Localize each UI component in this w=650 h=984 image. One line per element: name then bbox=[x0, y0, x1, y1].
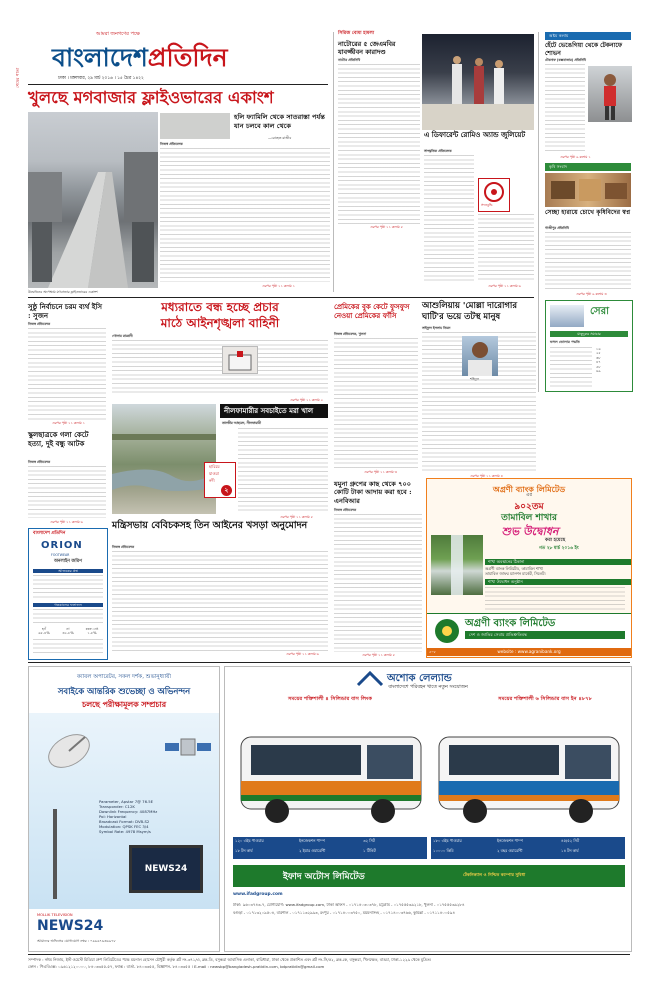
crop-heading: ফসল তোলার পদ্ধতি bbox=[550, 340, 580, 344]
jamuna-byline: নিজস্ব প্রতিবেদক bbox=[334, 508, 357, 512]
throat-byline: নিজস্ব প্রতিবেদক bbox=[28, 460, 51, 464]
agrani-line2: এর bbox=[526, 493, 532, 498]
orion-footnote bbox=[33, 639, 103, 655]
ifad-contact-2: বগুড়া - ০১৭১৩২০৯৫০৪, বরিশাল - ০১৭১১৩২৯৯৩, রংপুর - ০১৭১৪০০৩৭৫০, ময়মনসিংহ - ০১৭১৪০০৩৭৬৬, কুমিল্লা - ০১৭১১৪০০৫৯৪ bbox=[233, 911, 455, 915]
feature: ১৮ টন কার্ব bbox=[235, 848, 253, 853]
masthead-logo bbox=[52, 38, 302, 72]
news24-tagline: ক্যাবল অপারেটর, সকল দর্শক, শুভানুধ্যায়ী bbox=[77, 674, 171, 680]
campaign-headline-2: মাঠে আইনশৃঙ্খলা বাহিনী bbox=[160, 316, 280, 330]
col-rule-2 bbox=[538, 32, 539, 392]
news24-bottom-logo: NEWS24 bbox=[37, 918, 104, 934]
tech-spec-list bbox=[99, 799, 209, 834]
campaign-byline: গোলাম রাব্বানী bbox=[112, 334, 133, 338]
jamuna-body bbox=[334, 514, 422, 652]
sera-number: ৪৭ bbox=[596, 360, 601, 365]
orion-question bbox=[33, 575, 103, 599]
agrani-address: অগ্রণী ব্যাংক লিমিটেড, তামাবিল শাখা bbox=[485, 566, 543, 571]
campaign-continued: এরপর পৃষ্ঠা ১১ কলাম ২ bbox=[290, 398, 323, 402]
tech-spec: Parameter, Apstar 7@ 76.5E bbox=[99, 799, 154, 804]
theatre-logo bbox=[478, 178, 510, 212]
orion-sub: FOOTWEAR bbox=[51, 553, 70, 557]
ashok-logo-icon bbox=[355, 671, 385, 687]
nilphamari-headline: নীলফামারীর সবচাইতে মরা খাল bbox=[224, 406, 314, 415]
logo-bangladesh: বাংলাদেশ bbox=[52, 43, 148, 72]
ballot-box-photo bbox=[222, 346, 258, 374]
logo-pratidin: প্রতিদিন bbox=[147, 43, 228, 72]
col-rule-1 bbox=[333, 32, 334, 292]
satellite-dish-icon bbox=[39, 721, 99, 781]
lead-body bbox=[160, 148, 330, 282]
orion-yes-label: হ্যাঁ bbox=[42, 627, 46, 631]
sera-number: ৫৮ bbox=[596, 364, 601, 369]
dateline: ঢাকা । মঙ্গলবার, ২৯ মার্চ ২০১৬ । ১৫ চৈত্র ১৪২২ bbox=[58, 76, 144, 81]
lead-credit: —রোহেত রাজীব bbox=[268, 136, 292, 140]
right-headline: হেঁটে ভেঙেগিয়া থেকে টেকনাফে শোভন bbox=[545, 42, 623, 57]
news24-ad bbox=[28, 666, 220, 952]
krishi-tab bbox=[545, 163, 631, 171]
feature: ১৮০ এইচ পাওয়ার bbox=[433, 838, 462, 843]
lead-byline: নিজস্ব প্রতিবেদক bbox=[160, 142, 183, 146]
tech-spec: Symbol Rate: 4978 Msym/s bbox=[99, 829, 151, 834]
lead-deck: হলি ফ্যামিলি থেকে সাতরাস্তা পর্যন্ত যান চলবে কাল থেকে bbox=[234, 113, 325, 130]
feature: ইনজেকশন পাম্প bbox=[497, 838, 523, 843]
orion-result-nc bbox=[81, 627, 103, 636]
nator-headline: নাটোরের ৫ জেএমবির যাবজ্জীবন কারাদণ্ড bbox=[338, 40, 396, 56]
canal-sign bbox=[204, 462, 236, 498]
ifad-company-bar bbox=[233, 865, 625, 887]
right-tab-label: অষ্টম কলাম bbox=[549, 32, 569, 38]
portrait-drawing bbox=[462, 336, 498, 376]
nilphamari-body bbox=[238, 428, 328, 512]
nator-continued: এরপর পৃষ্ঠা ১১ কলাম ৫ bbox=[370, 225, 403, 229]
agrani-band-text bbox=[485, 587, 625, 611]
agrani-footer bbox=[427, 613, 631, 648]
theatre-continued: এরপর পৃষ্ঠা ১১ কলাম ৬ bbox=[488, 284, 521, 288]
theatre-headline: এ ডিফারেন্ট রোমিও অ্যান্ড জুলিয়েট bbox=[424, 130, 536, 139]
feature: ৪৫/৫২ সিট bbox=[561, 838, 580, 843]
sign-line-3: নদী bbox=[209, 478, 215, 483]
feature: ১ টিকিট bbox=[363, 848, 376, 853]
nilphamari-headline-bar bbox=[220, 404, 328, 418]
theatre-logo-caption: সদনবুদ্ধি bbox=[481, 203, 493, 207]
sadanbuddhi-logo-icon bbox=[480, 181, 508, 203]
krishi-drawing bbox=[545, 173, 631, 207]
jamuna-continued: এরপর পৃষ্ঠা ১১ কলাম ৫ bbox=[362, 653, 395, 657]
waterfall-drawing bbox=[431, 535, 483, 595]
preme-headline: প্রেমিকের বুক কেটে ফুসফুস নেওয়া প্রেমিকের ফাঁসি bbox=[334, 302, 410, 320]
bus1-label: সময়ের শক্তিশালী ৪ সিলিন্ডার বাস লিংক bbox=[287, 696, 372, 702]
mollah-headline: আশুলিয়ায় 'মোল্লা দারোগার ঘাটি'র ভয়ে তটস্থ মানুষ bbox=[422, 300, 517, 321]
right-body bbox=[545, 64, 585, 154]
theatre-body-2 bbox=[478, 214, 534, 282]
agrani-address-2: তামাবিল জাফর ম্যানশন মার্কেট, সিলেট। bbox=[485, 571, 546, 576]
feature: ১০০০০ কিমি bbox=[433, 848, 454, 853]
news24-headline: সবাইকে আন্তরিক শুভেচ্ছা ও অভিনন্দন bbox=[57, 686, 191, 696]
orion-no-label: না bbox=[66, 627, 70, 631]
orion-brand: বাংলাদেশ প্রতিদিন bbox=[33, 531, 66, 536]
imprint-rule bbox=[28, 954, 630, 955]
feature: ইনজেকশন পাম্প bbox=[299, 838, 325, 843]
agrani-code: ৫০৮ bbox=[429, 650, 437, 654]
campaign-body bbox=[112, 340, 328, 396]
ballot-box-icon bbox=[223, 347, 257, 373]
agrani-green-banner: শাখা অবস্থানের ঠিকানা bbox=[485, 559, 631, 565]
sera-number: ২৫ bbox=[596, 351, 601, 356]
sign-line-2: যাওয়া bbox=[209, 471, 219, 476]
news24-blue-area bbox=[29, 713, 219, 909]
row-rule-2 bbox=[28, 662, 630, 663]
sign-line-1: হারিয়ে bbox=[209, 464, 220, 469]
mollah-portrait bbox=[462, 336, 498, 376]
feature: ১৪ টন কার্ব bbox=[561, 848, 579, 853]
krishi-byline: গাজীপুর প্রতিনিধি bbox=[545, 226, 569, 230]
orion-nc-pct: ১.৮% bbox=[87, 631, 97, 636]
tech-spec: Broadcast Format: DVB-S2 bbox=[99, 819, 150, 824]
feature: ৩২ সিট bbox=[363, 838, 375, 843]
news24-bottom-brand: MOLLIK TELEVISION bbox=[37, 913, 73, 917]
krishi-body bbox=[545, 232, 631, 292]
feature: ২ ইয়ার ওয়ারেন্টি bbox=[299, 848, 326, 853]
cabinet-body bbox=[112, 551, 328, 651]
sign-number-badge bbox=[221, 485, 232, 496]
agrani-website: website : www.agranibank.org bbox=[427, 648, 631, 656]
flyover-photo bbox=[28, 112, 158, 288]
bus-1-illustration bbox=[233, 723, 429, 833]
agrani-kora: করা হয়েছে bbox=[545, 538, 566, 543]
mollah-portrait-caption: শহিদুল bbox=[470, 377, 479, 381]
agrani-date: গত ২৮ মার্চ ২০১৬ ইং bbox=[539, 546, 579, 551]
side-tab-label: শেষের পাতা bbox=[15, 67, 20, 88]
waterfall-photo bbox=[431, 535, 483, 595]
sera-number: ১৬ bbox=[596, 347, 601, 351]
theatre-drawing bbox=[422, 34, 534, 130]
orion-nc-label: মন্তব্য নেই bbox=[85, 627, 99, 631]
agrani-shuvo: শুভ উদ্বোধন bbox=[501, 525, 559, 538]
orion-yes-pct: ৬৫.৪% bbox=[38, 631, 50, 636]
ifad-website: www.ifadgroup.com bbox=[233, 892, 283, 897]
bus-2-illustration bbox=[431, 723, 627, 833]
canal-drawing bbox=[112, 404, 216, 514]
agrani-bank-ad bbox=[426, 478, 632, 658]
sera-ad bbox=[545, 300, 633, 392]
krishi-headline: সেচ্ছা হারায়ে চোখে কৃষিবিদের স্বপ্ন bbox=[545, 209, 631, 216]
feature: ১২০ এইচ পাওয়ার bbox=[235, 838, 264, 843]
suchi-byline: নিজস্ব প্রতিবেদক bbox=[28, 322, 51, 326]
tech-spec: Modulation: QPSK FEC 3/4 bbox=[99, 824, 149, 829]
imprint-line-2: ফোন : পিএবিএক্স: ০৯৬১২১২০০০০, ৮৪০৩৩৫৫-৫৭, ফ্যাক্স : বার্তা- ৮৪০৩৩৫৫, বিজ্ঞাপন- ৮৪০৩৩৫৫ । E-mail : newsbp@bangladesh-pratidin.com, bdpratidin@gmail.com bbox=[28, 964, 325, 969]
theatre-body bbox=[424, 155, 474, 283]
sera-text bbox=[550, 347, 592, 387]
throat-headline: স্কুলছাত্রকে গলা কেটে হত্যা, দুই বন্ধু আটক bbox=[28, 430, 89, 448]
orion-question-label: আজকের প্রশ্ন bbox=[33, 569, 103, 573]
ifad-company: ইফাদ অটোস লিমিটেড bbox=[283, 872, 365, 882]
ashok-tagline: বাংলাদেশে পরিবহন খাতে নতুন সংযোজন bbox=[388, 685, 468, 690]
right-column-tab bbox=[545, 32, 631, 40]
sera-number: ৩৮ bbox=[596, 355, 601, 360]
ashok-brand: অশোক লেল্যান্ড bbox=[387, 673, 452, 684]
sign-number: ২ bbox=[224, 487, 229, 494]
suchi-headline: সুষ্ঠু নির্বাচনে চরম ব্যর্থ ইসি : সুজন bbox=[28, 302, 103, 320]
walker-drawing bbox=[588, 66, 632, 122]
imprint-line-1: সম্পাদক : নঈম নিজাম, ইস্ট ওয়েস্ট মিডিয়া গ্রুপ লিমিটেডের পক্ষে ময়নাল হোসেন চৌধুরী কর্তৃক প্লট নং-৩৭১/এ, ব্লক-ডি, বসুন্ধরা আবাসিক এলাকা, বারিধারা, ঢাকা থেকে প্রকাশিত এবং প্লট নং-সি/৫২, ব্লক-কে, বসুন্ধরা, খিলক্ষেত, বাড্ডা, ঢাকা-১২২৯ থেকে মুদ্রিত। bbox=[28, 957, 432, 962]
right-byline: টেকনাফ (কক্সবাজার) প্রতিনিধি bbox=[545, 58, 586, 62]
tech-spec: Downlink Frequency: 4087MHz bbox=[99, 809, 158, 814]
krishi-tab-label: কৃষি সংবাদ bbox=[549, 163, 568, 169]
tv-screen bbox=[129, 845, 203, 893]
lead-inset-photo bbox=[160, 113, 230, 139]
orion-logo: ORION bbox=[41, 540, 83, 551]
orion-results-label: গতকালের ফলাফল bbox=[33, 603, 103, 607]
orion-poll-box bbox=[28, 528, 108, 660]
flyover-drawing bbox=[28, 112, 158, 288]
nilphamari-byline: তানভীর আহমেদ, নীলফামারী bbox=[222, 421, 261, 425]
canal-photo bbox=[112, 404, 216, 514]
sera-number-list bbox=[596, 347, 626, 373]
sera-number: ৬৯ bbox=[596, 369, 601, 374]
antenna-tower bbox=[53, 809, 57, 899]
preme-body bbox=[334, 338, 418, 468]
bus2-label: সময়ের শক্তিশালী ৬ সিলিন্ডার বাস ইন ৪৮৭৮ bbox=[498, 696, 592, 702]
agrani-band-title: শাখা উদ্বোধন অনুষ্ঠান bbox=[485, 579, 631, 585]
mollah-byline: সাইফুল ইসলাম তিমন bbox=[422, 326, 451, 330]
nator-body bbox=[338, 64, 420, 224]
tech-spec: Transponder: C12K bbox=[99, 804, 135, 809]
lead-continued: এরপর পৃষ্ঠা ১১ কলাম ১ bbox=[262, 284, 295, 288]
side-tab bbox=[16, 40, 24, 90]
bus2-features bbox=[431, 837, 625, 859]
orion-no-pct: ৩২.৮% bbox=[62, 631, 74, 636]
nator-kicker: সিরিজ বোমা হামলা bbox=[338, 31, 375, 36]
suchi-continued: এরপর পৃষ্ঠা ১১ কলাম ১ bbox=[52, 421, 85, 425]
cabinet-headline: মন্ত্রিসভায় বেবিচকসহ তিন আইনের খসড়া অনুমোদন bbox=[112, 520, 308, 531]
tv-screen-logo: NEWS24 bbox=[144, 864, 188, 874]
theatre-photo bbox=[422, 34, 534, 130]
sera-product bbox=[550, 305, 584, 327]
orion-result-yes bbox=[33, 627, 55, 636]
krishi-continued: এরপর পৃষ্ঠা ৯ কলাম ৩ bbox=[576, 292, 607, 296]
cabinet-byline: নিজস্ব প্রতিবেদক bbox=[112, 545, 135, 549]
sera-tagline: মাছুদুরুর সমাচার bbox=[550, 331, 628, 337]
suchi-body bbox=[28, 328, 106, 420]
throat-continued: এরপর পৃষ্ঠা ১১ কলাম ৬ bbox=[50, 520, 83, 524]
throat-body bbox=[28, 466, 106, 518]
cabinet-continued: এরপর পৃষ্ঠা ১১ কলাম ৬ bbox=[286, 652, 319, 656]
campaign-headline-1: মধ্যরাতে বন্ধ হচ্ছে প্রচার bbox=[161, 300, 279, 314]
preme-continued: এরপর পৃষ্ঠা ১১ কলাম ৩ bbox=[364, 470, 397, 474]
walker-photo bbox=[588, 66, 632, 122]
mollah-continued: এরপর পৃষ্ঠা ১১ কলাম ৪ bbox=[470, 474, 503, 478]
bus1-features bbox=[233, 837, 427, 859]
tech-spec: Pol: Horizontal bbox=[99, 814, 127, 819]
ifad-contact-1: ঢাকা: ৯৬০৩৭৪৩-৭, যোগাযোগ: www.ifadgroup.com, ঢাকা অফিস - ০১৭১৪০৩০৩৭৮, চট্টগ্রাম - ০১৭৫৫৫৩৯২১৮, খুলনা - ০১৭৫৫৫৩৯২৮৪ bbox=[233, 903, 465, 907]
masthead-rule bbox=[28, 84, 328, 85]
orion-result-no bbox=[57, 627, 79, 636]
sera-brand: সেরা bbox=[590, 306, 610, 317]
jamuna-headline: যমুনা গ্রুপের কাছ থেকে ৭০০ কোটি টাকা আদায় করা হবে : এনবিআর bbox=[334, 480, 412, 505]
agrani-slogan: দেশ ও জাতির সেবায় প্রতিশ্রুতিবদ্ধ bbox=[469, 631, 528, 637]
nilphamari-continued: এরপর পৃষ্ঠা ১১ কলাম ৫ bbox=[280, 515, 313, 519]
orion-results-question bbox=[33, 609, 103, 623]
tagline: আমরা জনগণের পক্ষে bbox=[96, 31, 140, 37]
right-continued: এরপর পৃষ্ঠা ৯ কলাম ১ bbox=[560, 155, 591, 159]
news24-contact: আমাদের অফিসের যোগাযোগ নম্বর : ০৯৬৬৭৬৩৬৯৭৮ bbox=[37, 939, 116, 943]
agrani-slogan-bar bbox=[465, 631, 625, 639]
ashok-leyland-ad bbox=[224, 666, 632, 952]
theatre-byline: সাংস্কৃতিক প্রতিবেদক bbox=[424, 149, 452, 153]
agrani-line3: ৯০২তম bbox=[514, 502, 544, 512]
lead-headline: খুলছে মগবাজার ফ্লাইওভারের একাংশ bbox=[28, 88, 274, 107]
agrani-footer-name: অগ্রণী ব্যাংক লিমিটেড bbox=[465, 618, 556, 629]
agrani-line1: অগ্রণী ব্যাংক লিমিটেড bbox=[492, 484, 566, 494]
agrani-line4: তামাবিল শাখার bbox=[501, 513, 557, 523]
orion-title: অনলাইন জরিপ bbox=[54, 559, 82, 564]
news24-subhead: চলছে পরীক্ষামূলক সম্প্রচার bbox=[81, 700, 167, 709]
satellite-icon bbox=[165, 719, 211, 779]
feature: ২ বছর ওয়ারেন্টি bbox=[497, 848, 523, 853]
ifad-installment: টেকনিক্যাল ও নিশ্চিত কম্পোর সুবিধা bbox=[463, 872, 526, 877]
preme-byline: নিজস্ব প্রতিবেদক, খুলনা bbox=[334, 332, 367, 336]
agrani-logo-icon bbox=[433, 617, 461, 645]
nator-byline: নাটোর প্রতিনিধি bbox=[338, 58, 361, 62]
krishi-photo bbox=[545, 173, 631, 207]
row-rule-1 bbox=[28, 297, 534, 298]
lead-caption: উদ্বোধনের অপেক্ষায় মগবাজার ফ্লাইওভারের একাংশ bbox=[28, 290, 98, 294]
